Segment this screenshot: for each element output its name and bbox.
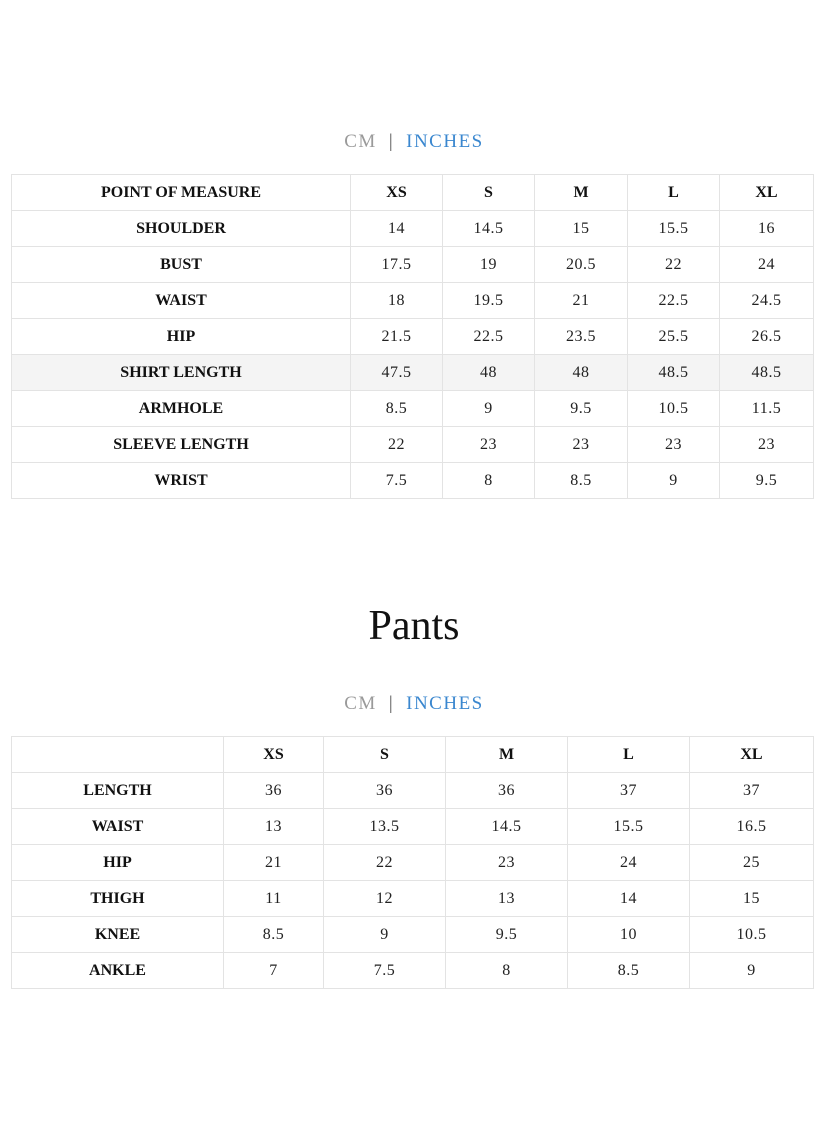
table-row <box>12 953 814 989</box>
table-cell: 36 <box>324 773 446 809</box>
row-label: KNEE <box>12 917 224 953</box>
row-label: SLEEVE LENGTH <box>12 427 351 463</box>
row-label: ANKLE <box>12 953 224 989</box>
row-label: HIP <box>12 845 224 881</box>
table-cell: 22 <box>324 845 446 881</box>
row-label: HIP <box>12 319 351 355</box>
table-cell: 10 <box>568 917 690 953</box>
table-cell: 48 <box>443 355 535 391</box>
table-cell: 17.5 <box>351 247 443 283</box>
pants-size-table <box>11 736 814 989</box>
table-cell: 9 <box>443 391 535 427</box>
table-cell: 7.5 <box>324 953 446 989</box>
table-cell: 15.5 <box>628 211 720 247</box>
table-cell: 24.5 <box>720 283 814 319</box>
table-cell: 24 <box>568 845 690 881</box>
shirt-header-point-of-measure: POINT OF MEASURE <box>12 175 351 211</box>
row-label: LENGTH <box>12 773 224 809</box>
shirt-toggle-separator: | <box>388 131 395 152</box>
table-cell: 8 <box>443 463 535 499</box>
table-cell: 13 <box>446 881 568 917</box>
table-cell: 19.5 <box>443 283 535 319</box>
shirt-header-l: L <box>628 175 720 211</box>
row-label: SHIRT LENGTH <box>12 355 351 391</box>
table-cell: 21 <box>224 845 324 881</box>
pants-cm-toggle[interactable]: CM <box>344 693 377 714</box>
table-row <box>12 463 814 499</box>
pants-header-s: S <box>324 737 446 773</box>
table-cell: 24 <box>720 247 814 283</box>
table-row <box>12 881 814 917</box>
table-cell: 15.5 <box>568 809 690 845</box>
pants-header-m: M <box>446 737 568 773</box>
table-cell: 48 <box>535 355 628 391</box>
pants-unit-toggle <box>0 692 828 716</box>
shirt-header-row <box>12 175 814 211</box>
table-cell: 10.5 <box>628 391 720 427</box>
table-row <box>12 211 814 247</box>
table-row <box>12 917 814 953</box>
table-cell: 11.5 <box>720 391 814 427</box>
table-row <box>12 845 814 881</box>
table-cell: 9 <box>324 917 446 953</box>
table-cell: 48.5 <box>720 355 814 391</box>
table-cell: 20.5 <box>535 247 628 283</box>
table-cell: 36 <box>446 773 568 809</box>
shirt-header-xs: XS <box>351 175 443 211</box>
table-row <box>12 773 814 809</box>
table-row <box>12 427 814 463</box>
table-cell: 16 <box>720 211 814 247</box>
table-cell: 11 <box>224 881 324 917</box>
table-cell: 10.5 <box>690 917 814 953</box>
table-cell: 37 <box>690 773 814 809</box>
pants-header-blank <box>12 737 224 773</box>
table-cell: 9 <box>628 463 720 499</box>
table-cell: 7.5 <box>351 463 443 499</box>
table-cell: 15 <box>690 881 814 917</box>
pants-header-l: L <box>568 737 690 773</box>
row-label: THIGH <box>12 881 224 917</box>
table-cell: 13.5 <box>324 809 446 845</box>
table-cell: 47.5 <box>351 355 443 391</box>
table-cell: 23 <box>720 427 814 463</box>
table-cell: 19 <box>443 247 535 283</box>
table-row <box>12 247 814 283</box>
table-cell: 9.5 <box>446 917 568 953</box>
table-cell: 22 <box>351 427 443 463</box>
table-cell: 9.5 <box>720 463 814 499</box>
table-cell: 23 <box>535 427 628 463</box>
table-cell: 7 <box>224 953 324 989</box>
table-cell: 23 <box>628 427 720 463</box>
table-cell: 12 <box>324 881 446 917</box>
table-cell: 25 <box>690 845 814 881</box>
pants-inches-toggle[interactable]: INCHES <box>406 693 484 714</box>
table-cell: 8.5 <box>568 953 690 989</box>
table-row <box>12 355 814 391</box>
shirt-header-xl: XL <box>720 175 814 211</box>
table-cell: 21.5 <box>351 319 443 355</box>
table-cell: 15 <box>535 211 628 247</box>
table-cell: 16.5 <box>690 809 814 845</box>
row-label: WRIST <box>12 463 351 499</box>
table-cell: 18 <box>351 283 443 319</box>
table-cell: 9 <box>690 953 814 989</box>
pants-header-row <box>12 737 814 773</box>
table-cell: 23.5 <box>535 319 628 355</box>
shirt-inches-toggle[interactable]: INCHES <box>406 131 484 152</box>
row-label: BUST <box>12 247 351 283</box>
shirt-header-s: S <box>443 175 535 211</box>
table-cell: 22.5 <box>443 319 535 355</box>
table-cell: 13 <box>224 809 324 845</box>
shirt-cm-toggle[interactable]: CM <box>344 131 377 152</box>
table-cell: 22 <box>628 247 720 283</box>
table-cell: 14 <box>351 211 443 247</box>
table-row <box>12 319 814 355</box>
pants-toggle-separator: | <box>388 693 395 714</box>
table-cell: 23 <box>443 427 535 463</box>
table-cell: 9.5 <box>535 391 628 427</box>
table-cell: 23 <box>446 845 568 881</box>
pants-header-xs: XS <box>224 737 324 773</box>
table-cell: 14.5 <box>446 809 568 845</box>
table-cell: 48.5 <box>628 355 720 391</box>
table-cell: 22.5 <box>628 283 720 319</box>
table-cell: 14 <box>568 881 690 917</box>
table-cell: 37 <box>568 773 690 809</box>
table-cell: 14.5 <box>443 211 535 247</box>
table-row <box>12 391 814 427</box>
row-label: ARMHOLE <box>12 391 351 427</box>
row-label: WAIST <box>12 809 224 845</box>
shirt-unit-toggle <box>0 130 828 154</box>
table-row <box>12 809 814 845</box>
table-cell: 25.5 <box>628 319 720 355</box>
row-label: WAIST <box>12 283 351 319</box>
pants-section-title: Pants <box>368 603 460 649</box>
table-cell: 21 <box>535 283 628 319</box>
table-cell: 8 <box>446 953 568 989</box>
table-cell: 26.5 <box>720 319 814 355</box>
table-cell: 8.5 <box>351 391 443 427</box>
pants-header-xl: XL <box>690 737 814 773</box>
row-label: SHOULDER <box>12 211 351 247</box>
shirt-size-table <box>11 174 814 499</box>
table-cell: 8.5 <box>535 463 628 499</box>
table-cell: 8.5 <box>224 917 324 953</box>
table-row <box>12 283 814 319</box>
table-cell: 36 <box>224 773 324 809</box>
shirt-header-m: M <box>535 175 628 211</box>
